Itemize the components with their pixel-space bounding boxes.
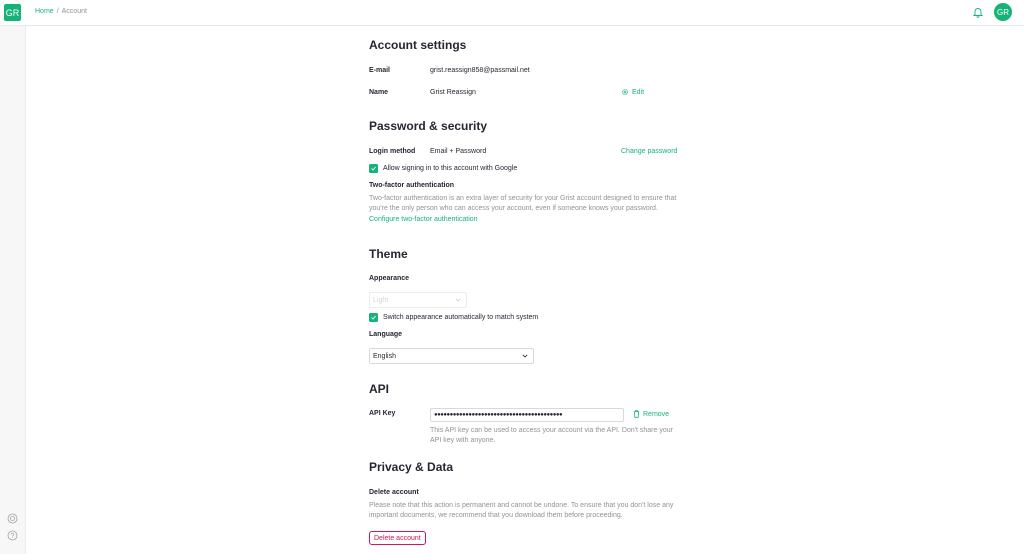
api-heading: API [369,382,390,396]
delete-account-button[interactable]: Delete account [369,531,426,545]
google-signin-checkbox-row[interactable] [369,164,517,173]
login-method-label: Login method [369,148,416,155]
trash-icon [633,410,640,418]
privacy-data-heading: Privacy & Data [369,460,454,474]
support-icon[interactable] [7,513,18,524]
auto-appearance-checkbox[interactable] [369,313,378,322]
delete-account-description: Please note that this action is permanent and cannot be undone. To ensure that you don't lose any important documents, we recommend that you download them before proceeding. [369,502,674,519]
two-factor-description: Two-factor authentication is an extra layer of security for your Grist account designed to ensure that you're the only person who can access your account, even if someone knows your password. [369,195,677,212]
auto-appearance-checkbox-row[interactable] [369,313,538,322]
appearance-label: Appearance [369,275,410,282]
language-value: English [373,352,396,360]
help-icon[interactable] [7,530,18,541]
remove-label: Remove [643,410,670,418]
appearance-select[interactable] [369,292,467,308]
name-label: Name [369,89,389,96]
language-select[interactable] [369,348,534,364]
email-label: E-mail [369,67,391,74]
google-signin-checkbox[interactable] [369,164,378,173]
delete-account-heading: Delete account [369,489,419,496]
top-bar [0,0,1024,26]
email-value: grist.reassign858@passmail.net [430,67,530,74]
chevron-down-icon [522,354,528,358]
auto-appearance-label: Switch appearance automatically to match system [383,314,539,321]
svg-text:?: ? [10,533,15,540]
api-key-field[interactable]: ●●●●●●●●●●●●●●●●●●●●●●●●●●●●●●●●●●●●●●●●● [430,408,624,422]
breadcrumb-separator: / [56,8,59,15]
team-logo[interactable]: GR [4,4,21,21]
check-icon [370,165,377,172]
breadcrumb-current: Account [61,8,87,15]
remove-api-key-button[interactable] [633,410,669,418]
check-icon [370,314,377,321]
gear-icon [621,88,629,96]
api-key-description: This API key can be used to access your account via the API. Don't share your API key with anyone. [430,427,673,444]
chevron-down-icon [455,298,461,302]
configure-two-factor-link[interactable]: Configure two-factor authentication [369,216,478,223]
breadcrumb-home-link[interactable]: Home [35,8,54,15]
name-value: Grist Reassign [430,89,476,96]
two-factor-heading: Two-factor authentication [369,182,455,189]
change-password-link[interactable]: Change password [621,148,678,155]
language-label: Language [369,331,403,338]
left-sidebar [0,26,26,554]
edit-label: Edit [632,88,645,96]
user-avatar[interactable]: GR [994,3,1012,21]
breadcrumb [35,8,87,15]
account-settings-heading: Account settings [369,38,467,52]
google-signin-label: Allow signing in to this account with Google [383,165,518,172]
api-key-label: API Key [369,410,396,417]
theme-heading: Theme [369,247,408,261]
password-security-heading: Password & security [369,119,488,133]
appearance-value: Light [373,296,389,304]
login-method-value: Email + Password [430,148,487,155]
edit-name-button[interactable] [621,88,644,96]
bell-icon[interactable] [972,6,984,18]
